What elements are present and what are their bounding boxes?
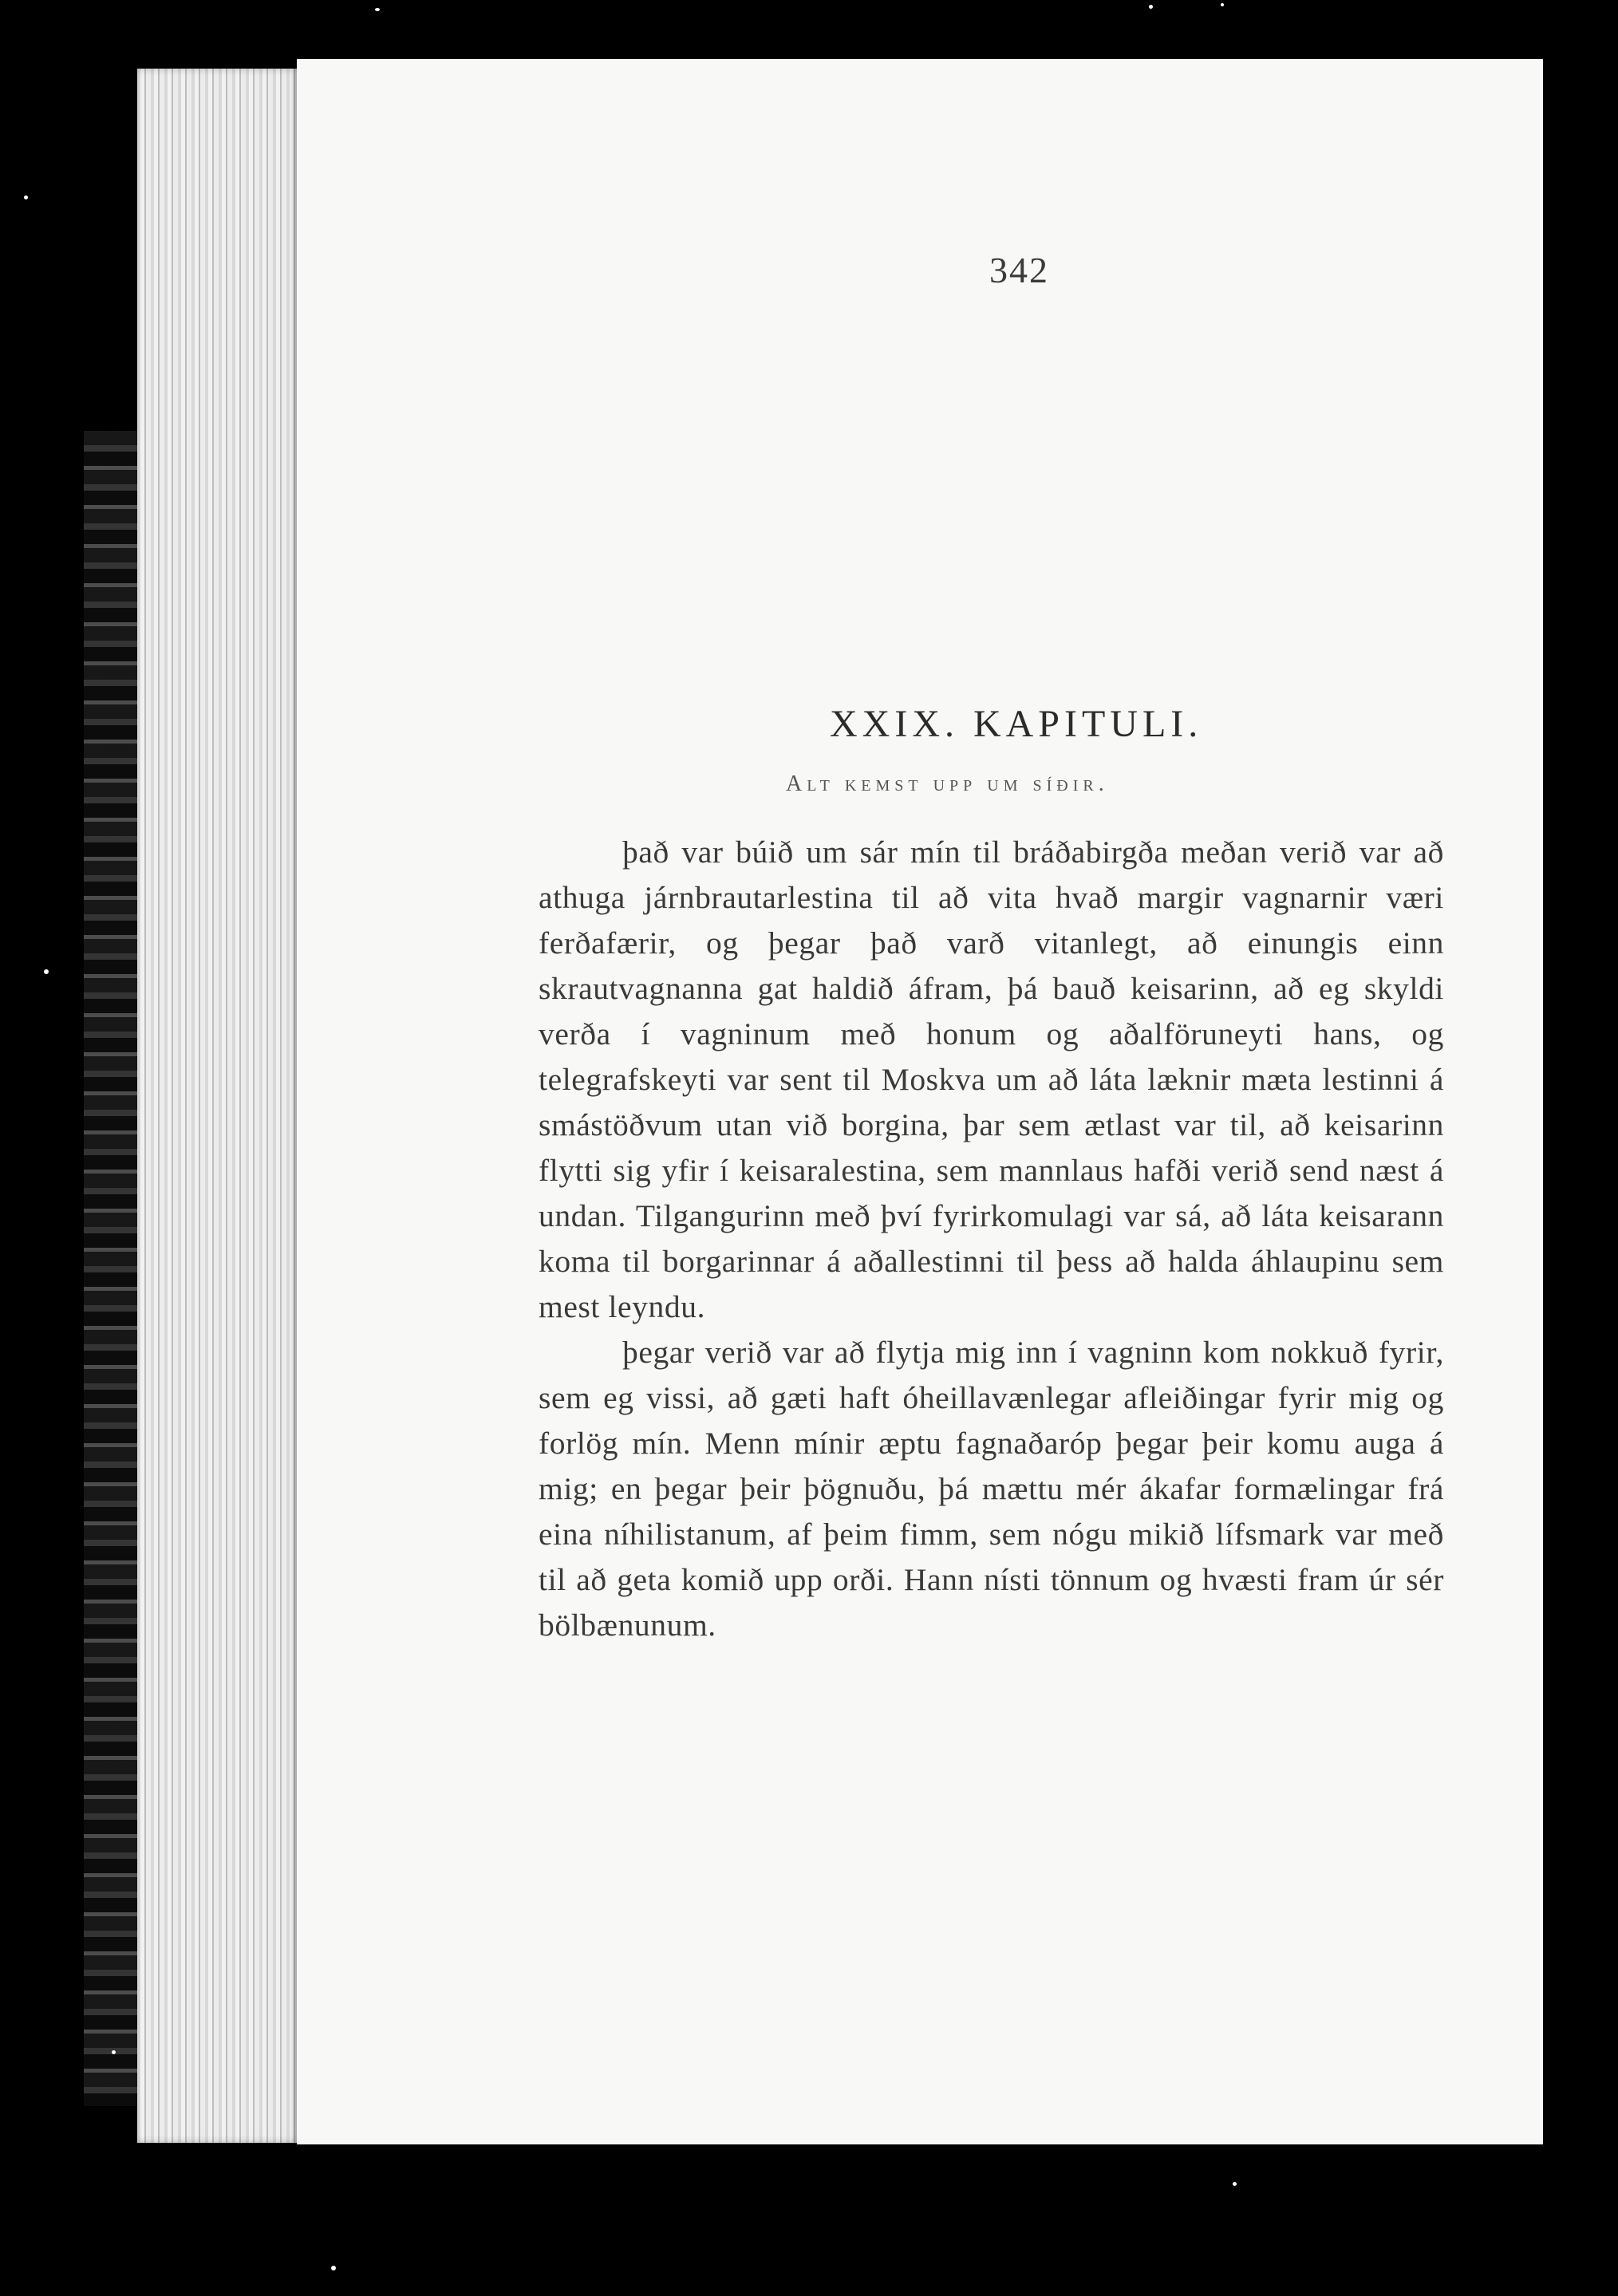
- body-text: [539, 830, 1444, 1648]
- page-number: 342: [989, 250, 1049, 290]
- page-edges: [137, 69, 305, 2143]
- paragraph: þegar verið var að flytja mig inn í vagninn kom nokkuð fyrir, sem eg vissi, að gæti haft óheillavænlegar afleiðingar fyrir mig og forlög mín. Menn mínir æptu fagnaðaróp þegar þeir komu auga á mig; en þegar þeir þögnuðu, þá mættu mér ákafar formælingar frá eina níhilistanum, af þeim fimm, sem nógu mikið lífsmark var með til að geta komið upp orði. Hann nísti tönnum og hvæsti fram úr sér bölbænunum.: [539, 1335, 1444, 1643]
- book-cover-edge: [84, 431, 140, 2106]
- paragraph: það var búið um sár mín til bráðabirgða meðan verið var að athuga járnbrautarlestina til að vita hvað margir vagnarnir væri ferðafærir, og þegar það varð vitanlegt, að einungis einn skrautvagnanna gat haldið áfram, þá bauð keisarinn, að eg skyldi verða í vagninum með honum og aðalföruneyti hans, og telegrafskeyti var sent til Moskva um að láta læknir mæta lestinni á smástöðvum utan við borgina, þar sem ætlast var til, að keisarinn flytti sig yfir í keisaralestina, sem mannlaus hafði verið send næst á undan. Tilgangurinn með því fyrirkomulagi var sá, að láta keisarann koma til borgarinnar á aðallestinni til þess að halda áhlaupinu sem mest leyndu.: [539, 834, 1444, 1324]
- chapter-title: XXIX. KAPITULI.: [830, 703, 1203, 745]
- chapter-subtitle: Alt kemst upp um síðir.: [786, 771, 1109, 796]
